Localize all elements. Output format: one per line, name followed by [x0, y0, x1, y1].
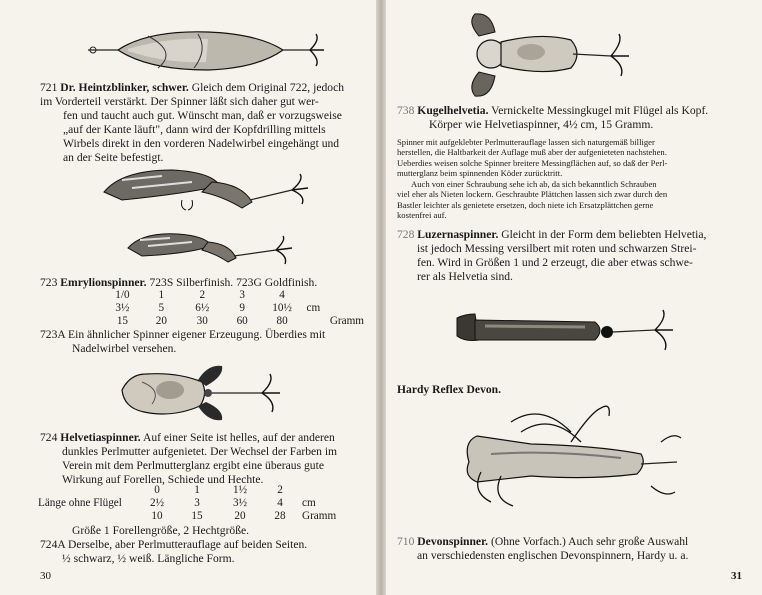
- entry-724a-line2: ½ schwarz, ½ weiß. Längliche Form.: [62, 552, 235, 565]
- entry-723a-num: 723A: [40, 328, 66, 341]
- entry-738-title: Kugelhelvetia.: [417, 104, 489, 117]
- entry-728-line2: ist jedoch Messing versilbert mit roten und schwarzen Strei-: [417, 242, 697, 255]
- page-number-right: 31: [731, 570, 742, 582]
- devonspinner-illustration: [451, 402, 691, 522]
- entry-728-title: Luzernaspinner.: [417, 228, 499, 241]
- emrylion-small-illustration: [126, 226, 306, 270]
- note-line4: mutterglanz beim spinnenden Köder zurücktritt.: [397, 168, 563, 178]
- entry-728-line1: Gleicht in der Form dem beliebten Helvetia,: [501, 228, 707, 241]
- emrylion-large-illustration: [102, 162, 312, 214]
- table-cell: 1/0: [115, 289, 130, 301]
- entry-721: [40, 81, 344, 95]
- entry-723a-line2: Nadelwirbel versehen.: [72, 342, 177, 355]
- table-cell: 28: [274, 510, 286, 522]
- entry-710-num: 710: [397, 535, 415, 548]
- table-cell: 1: [194, 484, 200, 496]
- entry-728-num: 728: [397, 228, 415, 241]
- table-cell: [303, 289, 364, 302]
- entry-710-line1: (Ohne Vorfach.) Auch sehr große Auswahl: [490, 535, 689, 548]
- entry-724-title: Helvetiaspinner.: [60, 431, 141, 444]
- table-cell: 15: [191, 510, 203, 522]
- table-cell: 1½: [233, 484, 247, 496]
- note-line5: Auch von einer Schraubung sehe ich ab, da sich bekanntlich Schrauben: [411, 179, 657, 189]
- table-cell: 6½: [195, 302, 210, 314]
- entry-721-line5: Wirbels direkt in den vorderen Nadelwirbel eingehängt und: [63, 137, 340, 150]
- entry-724-line3: Verein mit dem Perlmutterglanz ergibt eine überaus gute: [62, 459, 324, 472]
- note-line2: herstellen, die Haltbarkeit der Auflage muß aber der aufgenieteten nachstehen.: [397, 147, 667, 157]
- table-cell: 5: [158, 302, 165, 314]
- entry-723-size-table: [104, 289, 364, 328]
- table-cell: 4: [279, 289, 285, 301]
- note-line3: Ueberdies weisen solche Spinner breitere Messingflächen auf, so daß der Perl-: [397, 158, 668, 168]
- heintzblinker-illustration: [88, 22, 328, 82]
- entry-710-line2: an verschiedensten englischen Devonspinnern, Hardy u. a.: [417, 549, 689, 562]
- entry-723-num: 723: [40, 276, 58, 289]
- table-cell: 2½: [150, 497, 164, 509]
- table-row: [38, 497, 338, 510]
- table-cell: 9: [239, 302, 245, 314]
- entry-723a-line1: Ein ähnlicher Spinner eigener Erzeugung. Überdies mit: [68, 328, 326, 341]
- entry-710-title: Devonspinner.: [417, 535, 489, 548]
- entry-723-title: Emrylionspinner.: [60, 276, 147, 289]
- note-line6: viel eher als Nieten lockern. Geschraubte Plättchen lassen sich zwar durch den: [397, 189, 668, 199]
- entry-728-line4: rer als Helvetia sind.: [417, 270, 513, 283]
- table-cell: 3½: [115, 302, 130, 314]
- entry-724-sizes: Größe 1 Forellengröße, 2 Hechtgröße.: [72, 524, 250, 537]
- table-cell: 2: [199, 289, 206, 301]
- table-cell: 3: [239, 289, 245, 301]
- entry-724a-line1: Derselbe, aber Perlmutterauflage auf beiden Seiten.: [68, 538, 308, 551]
- table-label: Länge ohne Flügel: [38, 497, 122, 509]
- table-cell: cm: [306, 302, 321, 314]
- note-line7: Bastler leichter als genietete ersetzen, doch niete ich Ersatzplättchen gerne: [397, 200, 654, 210]
- entry-728: [397, 228, 706, 242]
- entry-738-num: 738: [397, 104, 415, 117]
- entry-738: [397, 104, 708, 118]
- table-cell: 1: [158, 289, 165, 301]
- table-label: [38, 510, 138, 523]
- right-page: [381, 0, 762, 595]
- hardy-reflex-devon-illustration: [455, 300, 695, 360]
- table-cell: 20: [234, 510, 246, 522]
- entry-721-line3: fen und taucht auch gut. Wünscht man, daß er vorzugsweise: [63, 109, 342, 122]
- entry-724a: [40, 538, 307, 552]
- entry-724a-num: 724A: [40, 538, 66, 551]
- entry-728-line3: fen. Wird in Größen 1 und 2 erzeugt, die aber etwas schwe-: [417, 256, 693, 269]
- table-cell: 2: [277, 484, 283, 496]
- kugelhelvetia-illustration: [461, 12, 641, 102]
- entry-724-line1: Auf einer Seite ist helles, auf der anderen: [142, 431, 335, 444]
- entry-721-num: 721: [40, 81, 58, 94]
- entry-724-line2: dunkles Perlmutter aufgenietet. Der Wechsel der Farben im: [62, 445, 338, 458]
- entry-721-line2: im Vorderteil verstärkt. Der Spinner läßt sich daher gut wer-: [40, 95, 319, 108]
- table-cell: 10½: [272, 302, 292, 314]
- entry-738-line2: Körper wie Helvetiaspinner, 4½ cm, 15 Gramm.: [429, 118, 654, 131]
- entry-723-rest: 723S Silberfinish. 723G Goldfinish.: [149, 276, 318, 289]
- table-cell: 4: [277, 497, 283, 509]
- table-cell: 3½: [233, 497, 247, 509]
- table-row: [38, 484, 338, 497]
- table-cell: cm: [302, 497, 316, 509]
- entry-710: [397, 535, 688, 549]
- entry-724-num: 724: [40, 431, 58, 444]
- table-row: [104, 289, 364, 302]
- table-cell: 20: [155, 315, 167, 327]
- table-cell: Gramm: [329, 315, 364, 327]
- table-cell: 3: [194, 497, 200, 509]
- entry-724-line4: Wirkung auf Forellen, Schiede und Hechte.: [62, 473, 264, 486]
- entry-724-size-table: [38, 484, 338, 523]
- note-line1: Spinner mit aufgeklebter Perlmutterauflage lassen sich naturgemäß billiger: [397, 137, 655, 147]
- table-row: [104, 302, 364, 315]
- table-cell: 0: [154, 484, 160, 496]
- table-label: [38, 484, 138, 497]
- helvetia-illustration: [112, 360, 292, 430]
- entry-721-title: Dr. Heintzblinker, schwer.: [60, 81, 189, 94]
- table-cell: Gramm: [302, 510, 337, 522]
- hardy-caption-text: Hardy Reflex Devon.: [397, 383, 502, 396]
- table-cell: 80: [276, 315, 288, 327]
- entry-723: [40, 276, 317, 290]
- table-row: [104, 315, 364, 328]
- table-cell: 60: [236, 315, 248, 327]
- entry-724: [40, 431, 335, 445]
- entry-723a: [40, 328, 325, 342]
- note-line8: kostenfrei auf.: [397, 210, 447, 220]
- table-cell: 30: [196, 315, 208, 327]
- table-cell: 15: [116, 315, 129, 327]
- page-number-left: 30: [40, 570, 51, 582]
- table-row: [38, 510, 338, 523]
- table-cell: [298, 484, 338, 497]
- entry-721-line4: „auf der Kante läuft", dann wird der Kopfdrilling mittels: [63, 123, 326, 136]
- entry-738-line1: Vernickelte Messingkugel mit Flügel als Kopf.: [491, 104, 709, 117]
- entry-721-line6: an der Seite befestigt.: [63, 151, 164, 164]
- entry-721-line1: Gleich dem Original 722, jedoch: [191, 81, 345, 94]
- hardy-reflex-devon-caption: [397, 383, 501, 397]
- table-cell: 10: [151, 510, 163, 522]
